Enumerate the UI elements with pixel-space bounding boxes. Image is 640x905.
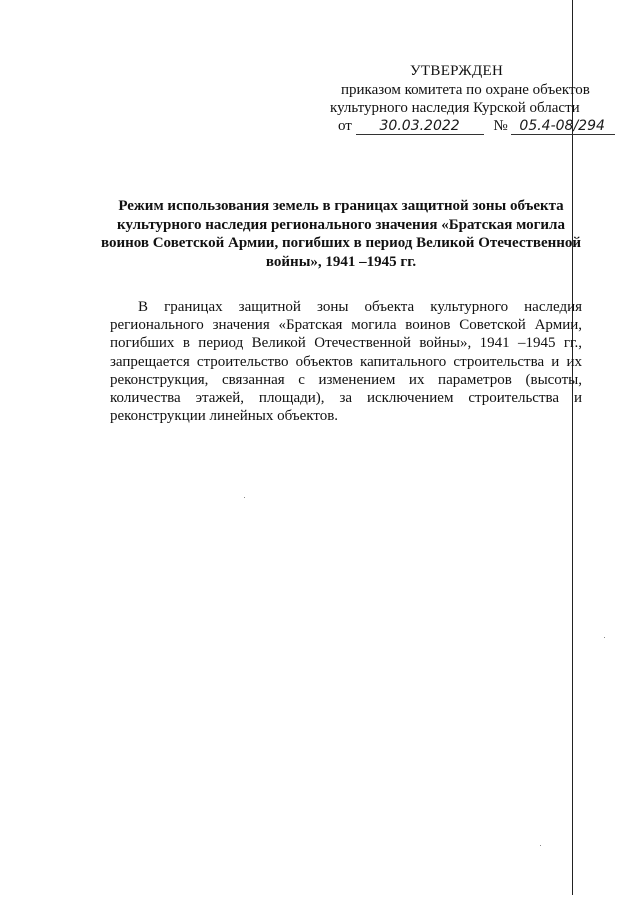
approval-title: УТВЕРЖДЕН — [410, 63, 504, 79]
approval-number: 05.4-08/294 — [519, 118, 605, 134]
document-body-paragraph: В границах защитной зоны объекта культурного наследия регионального значения «Братская могила воинов Советской Армии, погибших в период Великой Отечественной войны», 1941 –1945 гг., запрещается строительство объектов капитального строительства и их реконструкция, связанная с изменением их параметров (высоты, количества этажей, площади), за исключением строительства и реконструкции линейных объектов. — [110, 299, 582, 425]
scan-speck — [604, 637, 605, 638]
approval-number-field — [511, 119, 615, 135]
approval-date-field — [356, 119, 484, 135]
approval-order-line: приказом комитета по охране объектов — [341, 82, 590, 98]
document-title: Режим использования земель в границах защитной зоны объекта культурного наследия регионального значения «Братская могила воинов Советской Армии, погибших в период Великой Отечественной войны», 1941 –1945 гг. — [100, 198, 582, 270]
approval-from-label: от — [338, 118, 352, 134]
approval-committee-line: культурного наследия Курской области — [330, 100, 580, 116]
scan-speck — [244, 497, 245, 498]
approval-date-number-line — [338, 117, 615, 135]
approval-date: 30.03.2022 — [379, 118, 460, 134]
approval-number-label: № — [493, 118, 508, 134]
scan-speck — [540, 845, 541, 846]
